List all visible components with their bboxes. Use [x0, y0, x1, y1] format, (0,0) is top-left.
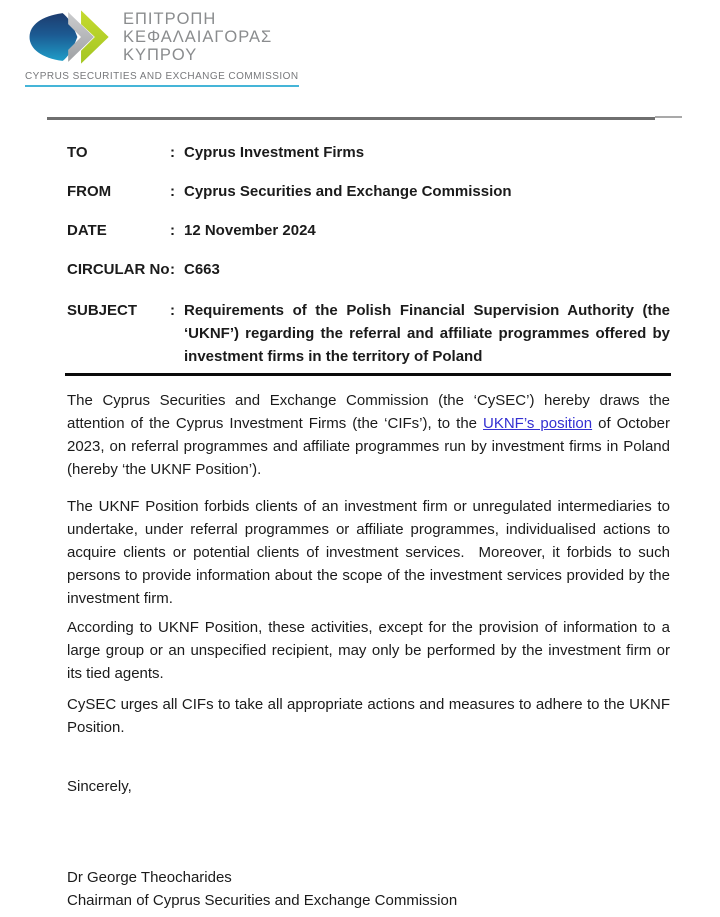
- circular-body: [67, 389, 670, 912]
- field-colon: :: [170, 302, 175, 319]
- logo-greek-line-3: ΚΥΠΡΟΥ: [123, 46, 198, 64]
- closing-sincerely: Sincerely,: [67, 778, 132, 795]
- logo-greek-line-2: ΚΕΦΑΛΑΙΑΓΟΡΑΣ: [123, 28, 273, 46]
- paragraph-intro: [67, 389, 670, 481]
- field-label-subject: SUBJECT: [67, 302, 138, 319]
- paragraph-cysec-urges: CySEC urges all CIFs to take all appropriate actions and measures to adhere to the UKNF Position.: [67, 696, 670, 736]
- field-label-from: FROM: [67, 183, 112, 200]
- header-rule-main: [47, 117, 655, 120]
- field-colon: :: [170, 144, 175, 161]
- cysec-logo: [0, 0, 720, 87]
- field-label-date: DATE: [67, 222, 107, 239]
- field-colon: :: [170, 261, 175, 278]
- field-label-circular-no: CIRCULAR No: [67, 261, 170, 278]
- field-label-to: TO: [67, 144, 88, 161]
- paragraph-uknf-forbids: The UKNF Position forbids clients of an investment firm or unregulated intermediaries to undertake, under referral programmes or affiliate programmes, individualised actions to acquire clients or potential clients of investment services. Moreover, it forbids to such persons to provide information about the scope of the investment services provided by the investment firm.: [67, 498, 670, 607]
- logo-greek-line-1: ΕΠΙΤΡΟΠΗ: [123, 10, 217, 28]
- memo-header-fields: [67, 143, 670, 368]
- field-colon: :: [170, 222, 175, 239]
- header-rule: [47, 116, 720, 120]
- field-value-subject: Requirements of the Polish Financial Supervision Authority (the ‘UKNF’) regarding the referral and affiliate programmes offered by investment firms in the territory of Poland: [184, 302, 670, 365]
- field-row-circular-no: [67, 260, 670, 280]
- field-row-to: [67, 143, 670, 163]
- field-row-date: [67, 221, 670, 241]
- subject-divider-rule: [65, 373, 671, 376]
- uknf-position-link[interactable]: UKNF’s position: [483, 415, 593, 432]
- field-row-from: [67, 182, 670, 202]
- field-value-to: Cyprus Investment Firms: [184, 144, 365, 161]
- field-value-circular-no: C663: [184, 261, 220, 278]
- paragraph-intro-before: The Cyprus Securities and Exchange Commission (the ‘CySEC’) hereby draws the attention of the Cyprus Investment Firms (the ‘CIFs’), to the: [67, 392, 670, 432]
- logo-greek-text: [123, 10, 272, 64]
- header-rule-tail: [655, 116, 682, 118]
- signature-block: [67, 866, 670, 912]
- logo-tagline: CYPRUS SECURITIES AND EXCHANGE COMMISSION: [25, 71, 299, 87]
- field-row-subject: [67, 299, 670, 368]
- field-value-from: Cyprus Securities and Exchange Commission: [184, 183, 512, 200]
- paragraph-intro-after: of October 2023, on referral programmes and affiliate programmes run by investment firms in Poland (hereby ‘the UKNF Position’).: [67, 415, 670, 478]
- cysec-logo-icon: [24, 8, 116, 66]
- field-value-date: 12 November 2024: [184, 222, 316, 239]
- signature-title: Chairman of Cyprus Securities and Exchange Commission: [67, 892, 458, 909]
- paragraph-according: According to UKNF Position, these activities, except for the provision of information to a large group or an unspecified recipient, may only be performed by the investment firm or its tied agents.: [67, 619, 670, 682]
- signature-name: Dr George Theocharides: [67, 869, 232, 886]
- field-colon: :: [170, 183, 175, 200]
